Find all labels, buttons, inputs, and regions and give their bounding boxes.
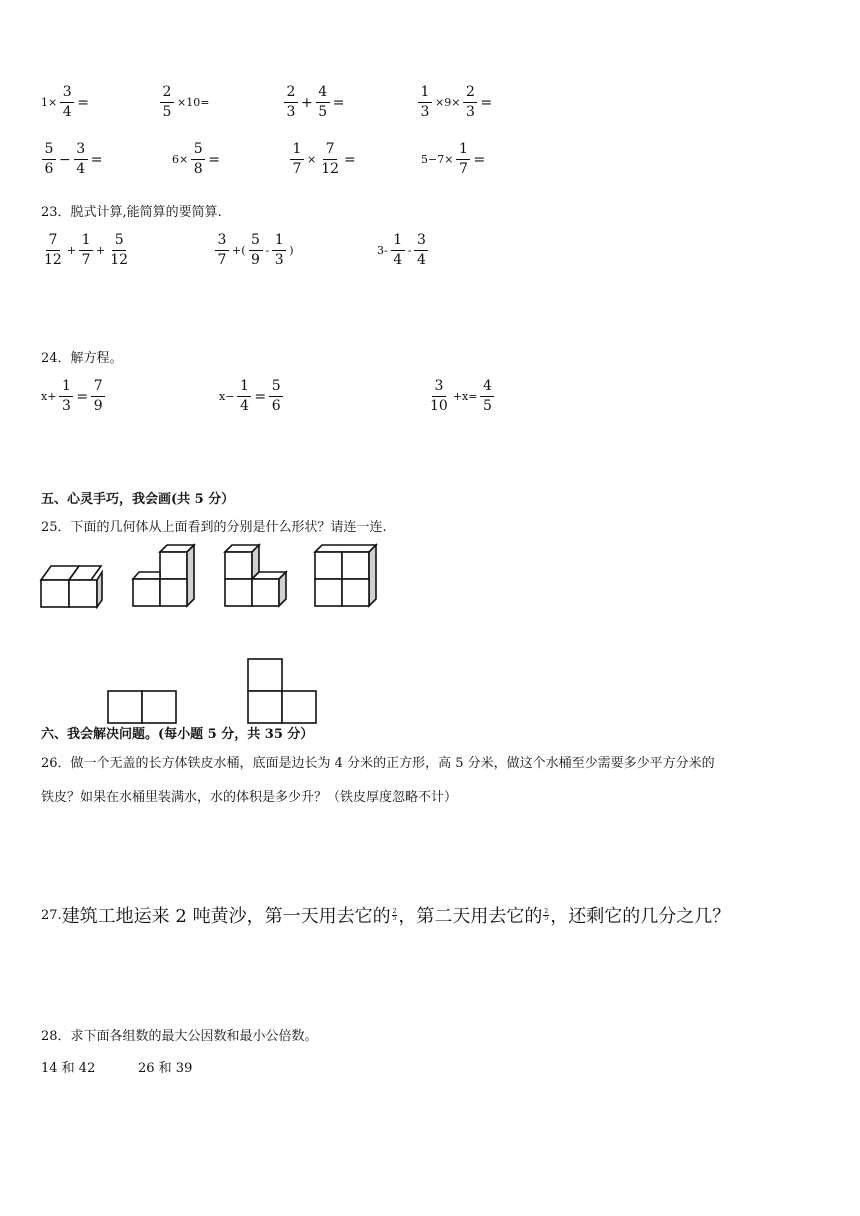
denominator: 5 xyxy=(162,104,172,120)
fraction xyxy=(428,378,450,415)
fraction xyxy=(480,378,494,415)
denominator: 7 xyxy=(217,252,227,268)
denominator: 6 xyxy=(271,398,281,414)
q24-title: 24．解方程。 xyxy=(41,351,123,366)
numerator: 4 xyxy=(480,378,494,397)
numerator: 1 xyxy=(290,141,304,160)
pre-text: 5−7× xyxy=(421,153,454,166)
denominator: 4 xyxy=(76,161,86,177)
post-text: ×10= xyxy=(177,96,210,109)
q23-expr-1 xyxy=(40,232,132,269)
cube-figure-3 xyxy=(222,543,292,610)
denominator: 3 xyxy=(420,104,430,120)
fraction xyxy=(160,84,174,121)
operator: × xyxy=(307,153,317,166)
cube-figure-2 xyxy=(130,543,200,610)
operator: − xyxy=(59,151,71,168)
pre-text: 3- xyxy=(377,244,388,257)
numerator: 2 xyxy=(284,84,298,103)
mid-text: +x= xyxy=(452,390,478,403)
numerator: 1 xyxy=(237,378,251,397)
numerator: 5 xyxy=(191,141,205,160)
numerator: 7 xyxy=(91,378,105,397)
post-text: = xyxy=(332,94,345,111)
denominator: 4 xyxy=(416,252,426,268)
denominator: 9 xyxy=(93,398,103,414)
oral-calc-1-2 xyxy=(158,84,210,121)
q26-line2: 铁皮？如果在水桶里装满水，水的体积是多少升？（铁皮厚度忽略不计） xyxy=(41,790,458,805)
fraction xyxy=(463,84,477,121)
numerator: 1 xyxy=(79,232,93,251)
pre-text: x+ xyxy=(41,390,57,403)
section6-heading: 六、我会解决问题。(每小题 5 分，共 35 分） xyxy=(41,727,314,742)
fraction xyxy=(74,141,88,178)
denominator: 3 xyxy=(465,104,475,120)
numerator: 4 xyxy=(316,84,330,103)
denominator: 4 xyxy=(239,398,249,414)
denominator: 4 xyxy=(62,104,72,120)
fraction xyxy=(215,232,229,269)
fraction xyxy=(319,141,341,178)
numerator: 5 xyxy=(249,232,263,251)
fraction xyxy=(79,232,93,269)
numerator: 7 xyxy=(323,141,337,160)
section5-heading: 五、心灵手巧，我会画(共 5 分） xyxy=(41,492,235,507)
q27-part-a: 建筑工地运来 2 吨黄沙，第一天用去它的 xyxy=(61,906,391,927)
equals: = xyxy=(76,388,89,405)
fraction xyxy=(60,84,74,121)
q28-pair-a: 14 和 42 xyxy=(41,1061,96,1076)
operator: + xyxy=(96,244,106,257)
numerator: 2 xyxy=(392,907,397,915)
denominator: 9 xyxy=(251,252,260,268)
q23-title: 23．脱式计算,能简算的要简算. xyxy=(41,205,222,220)
oral-calc-1-3 xyxy=(282,84,345,121)
q23-expr-2 xyxy=(213,232,295,269)
fraction xyxy=(59,378,73,415)
denominator: 5 xyxy=(483,398,492,414)
denominator: 5 xyxy=(318,104,328,120)
fraction xyxy=(316,84,330,121)
fraction xyxy=(269,378,283,415)
numerator: 3 xyxy=(60,84,74,103)
denominator: 7 xyxy=(81,252,91,268)
q27-text xyxy=(41,902,730,928)
operator: + xyxy=(66,244,77,257)
post-text: = xyxy=(208,151,220,168)
top-view-two-squares xyxy=(106,689,180,725)
oral-calc-2-4 xyxy=(420,141,486,178)
operator: - xyxy=(265,244,270,257)
fraction xyxy=(391,232,405,269)
numerator: 1 xyxy=(418,84,432,103)
mid-text: ×9× xyxy=(435,96,461,109)
denominator: 3 xyxy=(61,398,71,414)
denominator: 5 xyxy=(544,914,549,922)
q25-text: 25．下面的几何体从上面看到的分别是什么形状？请连一连. xyxy=(41,520,387,535)
fraction xyxy=(290,141,304,178)
pre-text: 1× xyxy=(41,96,58,109)
denominator: 8 xyxy=(193,161,203,177)
fraction xyxy=(108,232,130,269)
numerator: 3 xyxy=(74,141,88,160)
numerator: 5 xyxy=(42,141,56,160)
numerator: 5 xyxy=(112,232,126,251)
denominator: 12 xyxy=(321,161,340,177)
post-text: = xyxy=(480,94,493,111)
denominator: 12 xyxy=(110,252,129,268)
denominator: 4 xyxy=(393,252,403,268)
numerator: 3 xyxy=(215,232,229,251)
numerator: 1 xyxy=(456,141,470,160)
fraction xyxy=(191,141,205,178)
oral-calc-1-4 xyxy=(416,84,493,121)
post-text: = xyxy=(473,151,486,168)
numerator: 7 xyxy=(46,232,60,251)
numerator: 3 xyxy=(414,232,428,251)
q27-number: 27. xyxy=(41,907,62,923)
q28-text: 28．求下面各组数的最大公因数和最小公倍数。 xyxy=(41,1029,318,1044)
pre-text: 6× xyxy=(172,153,189,166)
denominator: 7 xyxy=(458,161,468,177)
fraction xyxy=(42,232,64,269)
close-paren: ) xyxy=(289,244,294,257)
operator: - xyxy=(407,244,412,257)
fraction xyxy=(237,378,251,415)
denominator: 5 xyxy=(392,914,397,922)
numerator: 1 xyxy=(272,232,286,251)
numerator: 1 xyxy=(59,378,73,397)
numerator: 2 xyxy=(160,84,174,103)
q23-expr-3 xyxy=(376,232,430,269)
denominator: 10 xyxy=(430,398,448,414)
q27-fraction-2 xyxy=(543,909,549,922)
pre-text: x− xyxy=(219,390,235,403)
q28-pair-b: 26 和 39 xyxy=(138,1061,193,1076)
q24-eq-2 xyxy=(218,378,285,415)
cube-figure-4 xyxy=(312,543,382,610)
q24-eq-1 xyxy=(40,378,107,415)
numerator: 3 xyxy=(432,378,446,397)
numerator: 2 xyxy=(544,907,549,915)
q27-part-b: ，第二天用去它的 xyxy=(398,906,543,927)
fraction xyxy=(456,141,470,178)
fraction xyxy=(418,84,432,121)
fraction xyxy=(91,378,105,415)
denominator: 6 xyxy=(44,161,54,177)
post-text: = xyxy=(90,151,103,168)
fraction xyxy=(42,141,56,178)
operator: +( xyxy=(232,244,246,257)
q27-part-c: ，还剩它的几分之几？ xyxy=(550,906,731,927)
top-view-l-shape xyxy=(246,657,320,725)
denominator: 3 xyxy=(286,104,296,120)
denominator: 3 xyxy=(274,252,284,268)
oral-calc-2-1 xyxy=(40,141,103,178)
denominator: 7 xyxy=(292,161,302,177)
numerator: 2 xyxy=(463,84,477,103)
q27-fraction-1 xyxy=(392,909,398,922)
fraction xyxy=(249,232,263,269)
equals: = xyxy=(254,388,267,405)
fraction xyxy=(414,232,428,269)
post-text: = xyxy=(77,94,89,111)
denominator: 12 xyxy=(44,252,62,268)
post-text: = xyxy=(344,151,356,168)
numerator: 5 xyxy=(269,378,283,397)
operator: + xyxy=(301,94,313,111)
q26-line1: 26．做一个无盖的长方体铁皮水桶，底面是边长为 4 分米的正方形，高 5 分米，做这个水桶至少需要多少平方分米的 xyxy=(41,756,715,771)
q24-eq-3 xyxy=(426,378,496,415)
oral-calc-2-2 xyxy=(171,141,221,178)
fraction xyxy=(272,232,286,269)
cube-figure-1 xyxy=(38,560,104,610)
fraction xyxy=(284,84,298,121)
numerator: 1 xyxy=(391,232,405,251)
oral-calc-1-1 xyxy=(40,84,90,121)
oral-calc-2-3 xyxy=(288,141,357,178)
